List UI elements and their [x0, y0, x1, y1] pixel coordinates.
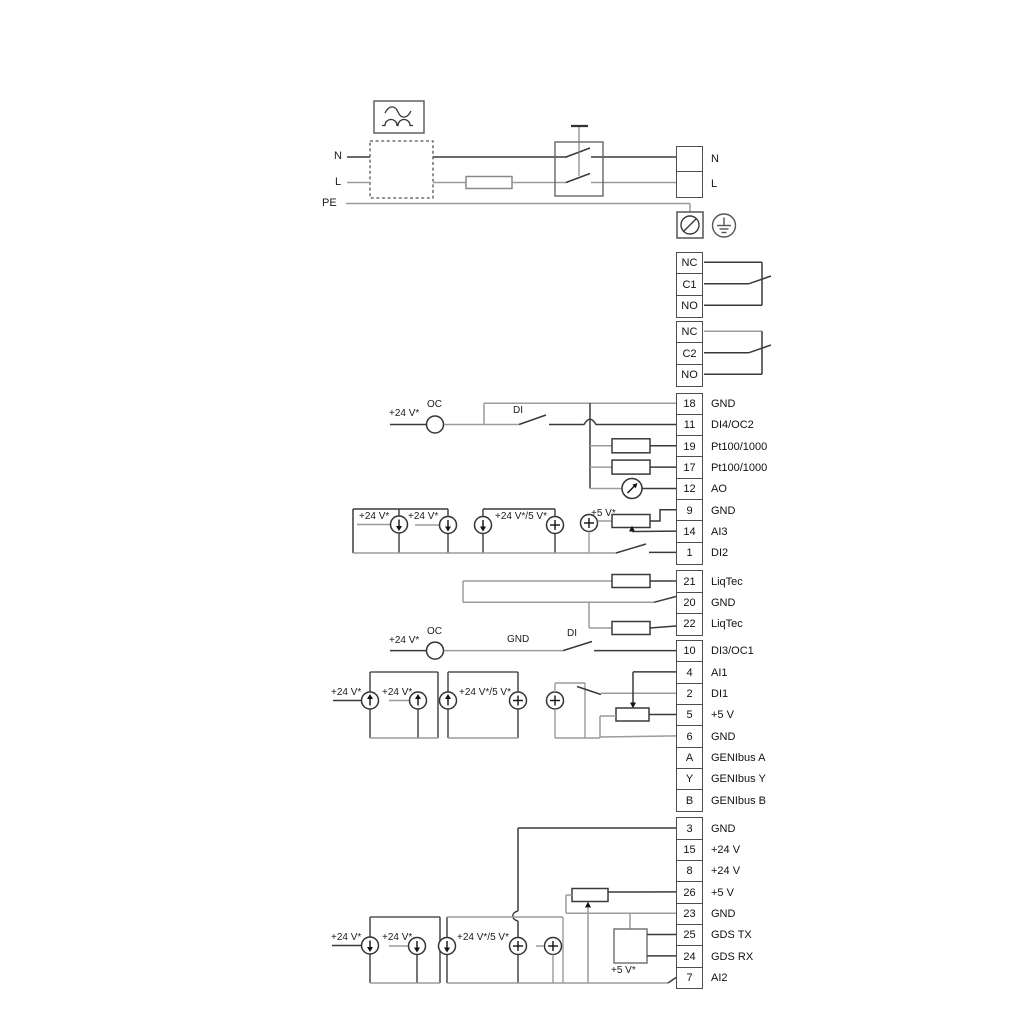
terminal-label: GENIbus B	[711, 794, 767, 807]
terminal-label: DI2	[711, 547, 729, 560]
label-plus24v: +24 V*	[389, 408, 420, 419]
label-plus24v: +24 V*	[389, 635, 420, 646]
terminal-row-9	[676, 499, 735, 522]
di-switch-arm	[563, 642, 592, 651]
label-plus24v: +24 V*	[382, 932, 413, 943]
terminal-row-N	[676, 146, 719, 173]
terminal-label: GENIbus Y	[711, 773, 766, 786]
terminal-label: GND	[711, 597, 736, 610]
current-source-icon	[439, 938, 456, 955]
terminal-row-C1	[676, 273, 703, 296]
terminal-box: 4	[676, 661, 703, 684]
terminal-label: +5 V	[711, 886, 734, 899]
terminal-box: 10	[676, 640, 703, 663]
terminal-label: DI4/OC2	[711, 419, 754, 432]
current-source-icon	[362, 937, 379, 954]
label-plus24v-5v: +24 V*/5 V*	[495, 511, 547, 522]
terminal-label: GND	[711, 730, 736, 743]
terminal-label: DI1	[711, 687, 729, 700]
terminal-box: NC	[676, 321, 703, 344]
terminal-box: 5	[676, 704, 703, 727]
terminal-box: 12	[676, 478, 703, 501]
sine-wave-icon	[385, 107, 411, 117]
terminal-row-4	[676, 661, 728, 684]
terminal-label: AI3	[711, 525, 728, 538]
open-collector-icon	[427, 416, 444, 433]
terminal-box: C1	[676, 273, 703, 296]
label-plus24v-5v: +24 V*/5 V*	[457, 932, 509, 943]
voltage-source-icon	[547, 692, 564, 709]
terminal-box: Y	[676, 768, 703, 791]
terminal-row-14	[676, 520, 728, 543]
pt100-sensor-1	[612, 439, 650, 453]
current-source-icon	[362, 692, 379, 709]
relay2-contact-arm	[749, 345, 771, 353]
terminal-box: C2	[676, 342, 703, 365]
switch-arm-n	[566, 148, 590, 157]
terminal-box: 24	[676, 945, 703, 968]
terminal-row-L	[676, 171, 717, 198]
voltage-source-icon	[510, 692, 527, 709]
potentiometer-ai1	[616, 708, 649, 721]
terminal-box: 19	[676, 435, 703, 458]
label-plus24v: +24 V*	[331, 932, 362, 943]
terminal-label: GND	[711, 822, 736, 835]
label-plus24v: +24 V*	[359, 511, 390, 522]
label-gnd: GND	[507, 634, 530, 645]
terminal-row-21	[676, 570, 743, 593]
terminal-row-NO	[676, 364, 703, 387]
terminal-box: B	[676, 789, 703, 812]
rectified-wave-icon	[382, 120, 413, 126]
label-oc: OC	[427, 399, 442, 410]
label-pe: PE	[322, 197, 337, 209]
terminal-box: 25	[676, 924, 703, 947]
terminal-row-7	[676, 967, 728, 990]
terminal-box: 6	[676, 725, 703, 748]
terminal-row-11	[676, 414, 754, 437]
terminal-box: NO	[676, 364, 703, 387]
label-plus24v: +24 V*	[382, 687, 413, 698]
terminal-label: +5 V	[711, 709, 734, 722]
terminal-row-2	[676, 683, 728, 706]
relay2-wiring	[704, 331, 771, 374]
terminal-label: AI2	[711, 971, 728, 984]
terminal-box: 1	[676, 542, 703, 565]
terminal-box: A	[676, 747, 703, 770]
gds-sensor-box	[614, 929, 647, 963]
terminal-box: 14	[676, 520, 703, 543]
terminal-row-NC	[676, 252, 703, 275]
terminal-box: NC	[676, 252, 703, 275]
terminal-label: N	[711, 152, 719, 165]
earth-ground-icon	[713, 214, 736, 237]
terminal-label: L	[711, 178, 718, 191]
terminal-box: NO	[676, 295, 703, 318]
terminal-box: 8	[676, 860, 703, 883]
label-plus5v: +5 V*	[611, 965, 636, 976]
label-di: DI	[567, 628, 577, 639]
switch-arm-l	[566, 174, 590, 183]
label-plus24v: +24 V*	[331, 687, 362, 698]
liqtec-sensor-1	[612, 575, 650, 588]
terminal-label: +24 V	[711, 844, 741, 857]
terminal-label: LiqTec	[711, 575, 743, 588]
potentiometer-ai2	[572, 889, 608, 902]
label-plus5v: +5 V*	[591, 508, 616, 519]
terminal-row-1	[676, 542, 728, 565]
io1-wiring	[353, 403, 676, 553]
voltage-source-icon	[545, 938, 562, 955]
terminal-row-24	[676, 945, 753, 968]
current-source-icon	[440, 517, 457, 534]
terminal-row-C2	[676, 342, 703, 365]
fuse	[466, 177, 512, 189]
terminal-label: +24 V	[711, 865, 741, 878]
terminal-label: AO	[711, 483, 727, 496]
di2-switch-arm	[616, 544, 646, 553]
terminal-box: 17	[676, 456, 703, 479]
filter-dashed-box	[370, 141, 433, 198]
terminal-label: GND	[711, 504, 736, 517]
terminal-row-NC	[676, 321, 703, 344]
terminal-box: 22	[676, 613, 703, 636]
pt100-sensor-2	[612, 460, 650, 474]
potentiometer-ai3	[612, 515, 650, 528]
terminal-row-NO	[676, 295, 703, 318]
liqtec-sensor-2	[612, 622, 650, 635]
di1-switch-arm	[577, 687, 601, 695]
terminal-label: GDS TX	[711, 929, 752, 942]
di-switch-arm	[519, 415, 546, 425]
terminal-box: 7	[676, 967, 703, 990]
voltage-source-icon	[510, 938, 527, 955]
label-plus24v-5v: +24 V*/5 V*	[459, 687, 511, 698]
label-oc: OC	[427, 626, 442, 637]
current-source-icon	[440, 692, 457, 709]
current-source-icon	[391, 516, 408, 533]
terminal-box	[676, 171, 703, 198]
voltage-source-icon	[547, 517, 564, 534]
terminal-row-3	[676, 817, 735, 840]
terminal-box: 2	[676, 683, 703, 706]
relay1-wiring	[704, 262, 771, 305]
liqtec-wiring	[463, 575, 676, 635]
terminal-row-19	[676, 435, 767, 458]
terminal-label: AI1	[711, 666, 728, 679]
terminal-box: 26	[676, 881, 703, 904]
terminal-label: GND	[711, 397, 736, 410]
label-line: L	[335, 176, 342, 188]
terminal-box	[676, 146, 703, 173]
terminal-row-B	[676, 789, 766, 812]
open-collector-icon	[427, 642, 444, 659]
terminal-label: LiqTec	[711, 618, 743, 631]
relay1-contact-arm	[749, 276, 771, 284]
terminal-box: 11	[676, 414, 703, 437]
terminal-label: GENIbus A	[711, 751, 766, 764]
analog-output-meter-icon	[622, 479, 642, 499]
label-plus24v: +24 V*	[408, 511, 439, 522]
terminal-row-25	[676, 924, 752, 947]
label-neutral: N	[334, 150, 342, 162]
terminal-row-22	[676, 613, 743, 636]
terminal-row-5	[676, 704, 734, 727]
terminal-row-26	[676, 881, 734, 904]
terminal-row-Y	[676, 768, 766, 791]
terminal-label: Pt100/1000	[711, 461, 768, 474]
terminal-row-8	[676, 860, 740, 883]
terminal-row-20	[676, 592, 735, 615]
terminal-box: 3	[676, 817, 703, 840]
io3-wiring	[332, 828, 676, 983]
terminal-label: GDS RX	[711, 950, 754, 963]
terminal-box: 18	[676, 393, 703, 416]
terminal-row-17	[676, 456, 767, 479]
terminal-box: 23	[676, 903, 703, 926]
current-source-icon	[475, 517, 492, 534]
terminal-row-A	[676, 747, 765, 770]
terminal-row-23	[676, 903, 735, 926]
terminal-row-6	[676, 725, 735, 748]
supply-wave-box	[374, 101, 424, 133]
terminal-box: 20	[676, 592, 703, 615]
terminal-box: 9	[676, 499, 703, 522]
terminal-box: 15	[676, 839, 703, 862]
terminal-row-18	[676, 393, 735, 416]
terminal-label: DI3/OC1	[711, 645, 754, 658]
terminal-label: GND	[711, 908, 736, 921]
label-di: DI	[513, 405, 523, 416]
terminal-row-15	[676, 839, 740, 862]
terminal-row-12	[676, 478, 727, 501]
terminal-row-10	[676, 640, 754, 663]
terminal-box: 21	[676, 570, 703, 593]
terminal-label: Pt100/1000	[711, 440, 768, 453]
